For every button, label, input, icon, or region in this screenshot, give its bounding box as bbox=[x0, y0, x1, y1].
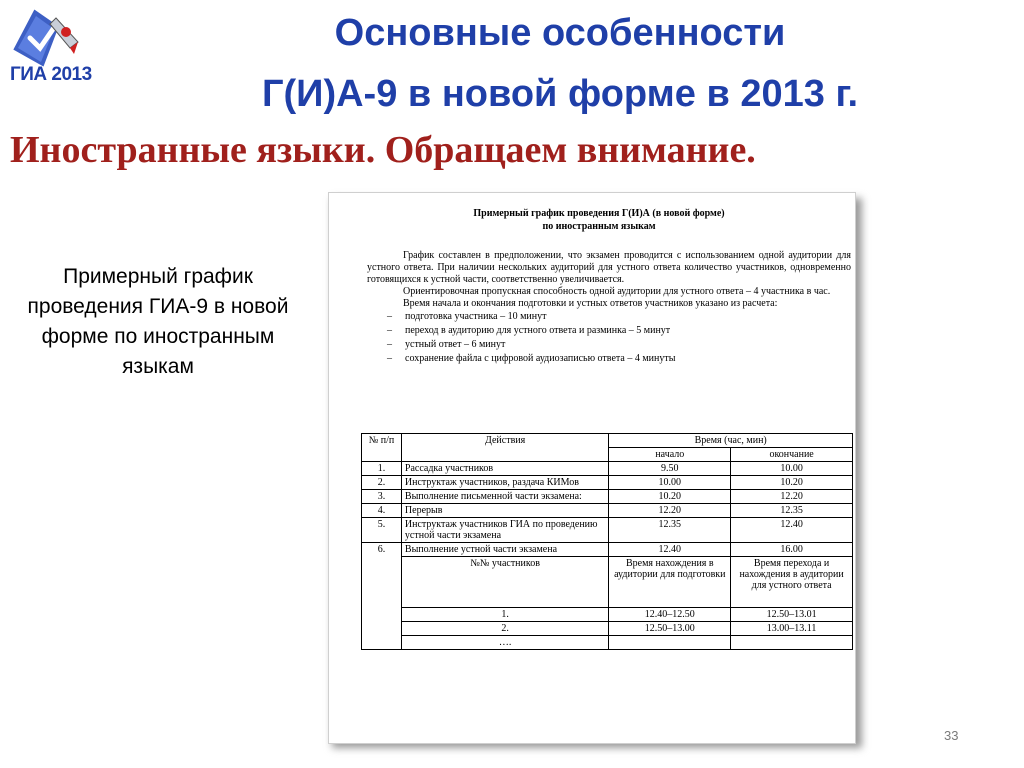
document-body bbox=[367, 250, 851, 366]
row-end: 10.20 bbox=[731, 476, 853, 490]
column-header-start: начало bbox=[609, 448, 731, 462]
gia-2013-logo bbox=[4, 2, 116, 92]
row-start: 12.35 bbox=[609, 518, 731, 543]
row-number: 2. bbox=[362, 476, 402, 490]
document-paragraph: Время начала и окончания подготовки и устных ответов участников указано из расчета: bbox=[403, 298, 778, 309]
page-subtitle: Иностранные языки. Обращаем внимание. bbox=[10, 129, 756, 171]
transfer-time bbox=[731, 636, 853, 650]
transfer-time: 13.00–13.11 bbox=[731, 622, 853, 636]
sub-table-row bbox=[362, 636, 853, 650]
sub-table-header-row bbox=[362, 557, 853, 608]
document-paragraph: Ориентировочная пропускная способность одной аудитории для устного ответа – 4 участника в час. bbox=[403, 286, 831, 297]
table-row bbox=[362, 490, 853, 504]
row-start: 10.00 bbox=[609, 476, 731, 490]
page-title-line2: Г(И)А-9 в новой форме в 2013 г. bbox=[261, 73, 859, 115]
schedule-document bbox=[328, 192, 856, 744]
row-end: 12.35 bbox=[731, 504, 853, 518]
participant-number: 2. bbox=[401, 622, 609, 636]
row-number: 5. bbox=[362, 518, 402, 543]
row-end: 10.00 bbox=[731, 462, 853, 476]
row-action: Рассадка участников bbox=[401, 462, 609, 476]
document-heading-line2: по иностранным языкам bbox=[542, 221, 656, 232]
sub-table-row bbox=[362, 608, 853, 622]
page-number: 33 bbox=[944, 728, 959, 743]
prep-time: 12.50–13.00 bbox=[609, 622, 731, 636]
participant-number: …. bbox=[401, 636, 609, 650]
timing-list bbox=[367, 310, 851, 366]
row-start: 9.50 bbox=[609, 462, 731, 476]
row-number: 1. bbox=[362, 462, 402, 476]
list-item: – переход в аудиторию для устного ответа и разминка – 5 минут bbox=[367, 324, 851, 338]
row-action: Выполнение письменной части экзамена: bbox=[401, 490, 609, 504]
row-start: 10.20 bbox=[609, 490, 731, 504]
logo-text: ГИА 2013 bbox=[10, 64, 92, 85]
row-number: 6. bbox=[362, 543, 402, 650]
row-action: Инструктаж участников ГИА по проведению устной части экзамена bbox=[401, 518, 609, 543]
row-action: Перерыв bbox=[401, 504, 609, 518]
table-row bbox=[362, 518, 853, 543]
prep-time bbox=[609, 636, 731, 650]
column-header-time: Время (час, мин) bbox=[609, 434, 853, 448]
sub-header-participants: №№ участников bbox=[401, 557, 609, 608]
participant-number: 1. bbox=[401, 608, 609, 622]
row-action: Инструктаж участников, раздача КИМов bbox=[401, 476, 609, 490]
page-title-line1: Основные особенности bbox=[334, 12, 786, 54]
row-start: 12.40 bbox=[609, 543, 731, 557]
table-row bbox=[362, 504, 853, 518]
prep-time: 12.40–12.50 bbox=[609, 608, 731, 622]
sub-table-row bbox=[362, 622, 853, 636]
row-end: 12.40 bbox=[731, 518, 853, 543]
list-item: – подготовка участника – 10 минут bbox=[367, 310, 851, 324]
list-item: – устный ответ – 6 минут bbox=[367, 338, 851, 352]
transfer-time: 12.50–13.01 bbox=[731, 608, 853, 622]
sub-header-prep: Время нахождения в аудитории для подготовки bbox=[609, 557, 731, 608]
row-start: 12.20 bbox=[609, 504, 731, 518]
row-end: 16.00 bbox=[731, 543, 853, 557]
row-number: 3. bbox=[362, 490, 402, 504]
side-caption: Примерный график проведения ГИА-9 в новой форме по иностранным языкам bbox=[27, 265, 289, 378]
column-header-number: № п/п bbox=[362, 434, 402, 462]
row-number: 4. bbox=[362, 504, 402, 518]
column-header-action: Действия bbox=[401, 434, 609, 462]
table-row bbox=[362, 543, 853, 557]
document-paragraph: График составлен в предположении, что экзамен проводится с использованием одной аудитории для устного ответа. При наличии нескольких аудиторий для устного ответа количество участников, одновременно готовящихся к устной части, соответственно увеличивается. bbox=[367, 250, 851, 285]
row-action: Выполнение устной части экзамена bbox=[401, 543, 609, 557]
sub-header-transfer: Время перехода и нахождения в аудитории для устного ответа bbox=[731, 557, 853, 608]
table-row bbox=[362, 476, 853, 490]
table-row bbox=[362, 462, 853, 476]
document-heading-line1: Примерный график проведения Г(И)А (в новой форме) bbox=[473, 208, 725, 219]
column-header-end: окончание bbox=[731, 448, 853, 462]
table-header-row bbox=[362, 434, 853, 448]
document-heading bbox=[409, 207, 789, 233]
list-item: – сохранение файла с цифровой аудиозаписью ответа – 4 минуты bbox=[367, 352, 851, 366]
row-end: 12.20 bbox=[731, 490, 853, 504]
schedule-table bbox=[361, 433, 853, 650]
